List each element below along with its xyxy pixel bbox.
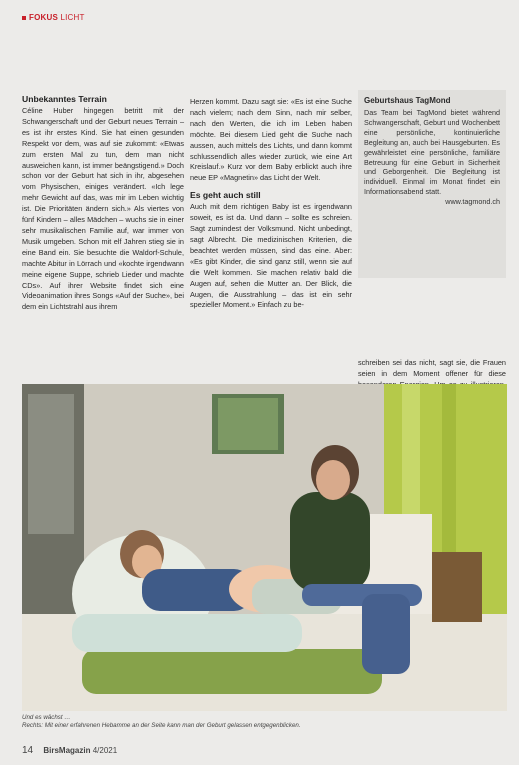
caption-title: Und es wächst … — [22, 714, 71, 721]
magazine-name: BirsMagazin — [43, 746, 91, 755]
body-text: Céline Huber hingegen betritt mit der Schwangerschaft und der Geburt neues Terrain – es ist ihr erstes Kind. Sie hat einen gesunden Respekt vor dem, was auf sie zukommt: «Etwas zum ersten Mal zu tun, dem man nicht ausweichen kann, ist immer beängstigend.» Doch schon vor der Geburt hat sich in ihr, abgesehen vom Physischen, einiges verändert. «Ich lege mehr Gewicht auf das, was mir im Leben wichtig ist. Die Prioritäten ändern sich.» Als viertes von fünf Kindern – alles Mädchen – wuchs sie in einer sehr musikalischen Familie auf, war immer von Musik umgeben. Schon mit elf Jahren stieg sie in eine Band ein. Sie besuchte die Waldorf-Schule, machte Abitur in Lörrach und «kochte irgendwann meine eigene Suppe, schrieb Lieder und machte CDs». Auf ihrer Website findet sich eine Videoanimation ihres Songs «Auf der Suche», bei dem ein Lichtstrahl aus ihrem — [22, 106, 184, 312]
info-box-title: Geburtshaus TagMond — [364, 96, 451, 105]
section-marker-icon — [22, 16, 26, 20]
photo-caption — [22, 714, 507, 731]
issue-number: 4/2021 — [92, 746, 118, 755]
caption-text: Rechts: Mit einer erfahrenen Hebamme an der Seite kann man der Geburt gelassen entgegenblicken. — [22, 722, 301, 730]
subheading-es-geht-auch-still: Es geht auch still — [190, 190, 261, 201]
info-box-text: Das Team bei TagMond bietet während Schwangerschaft, Geburt und Wochenbett eine persönliche, kontinuierliche Begleitung an, auch bei Hausgeburten. Es gewährleistet eine persönliche, familiäre Betreuung für eine Geburt in Sicherheit und Geborgenheit. Die Begleitung ist individuell. Einmal im Monat findet ein Informationsabend statt. — [364, 108, 500, 197]
info-box-link[interactable]: www.tagmond.ch — [445, 197, 500, 207]
body-text-content: schreiben sei das nicht, sagt sie, die Frauen seien in dem Moment offener für diese — [358, 358, 506, 378]
article-column-2 — [190, 97, 352, 311]
body-text: Herzen kommt. Dazu sagt sie: «Es ist eine Suche nach vielem; nach dem Sinn, nach mir selber, nach den Werten, die ich im Leben haben möchte. Bei diesem Lied geht die Suche nach aussen, auch mittels des Lichts, und dann kommt schlussendlich alles wieder zurück, wie eine Art Kreislauf.» Kurz vor dem Baby erblickt auch ihre neue EP «Magnetin» das Licht der Welt. — [190, 97, 352, 183]
subheading-unbekanntes-terrain: Unbekanntes Terrain — [22, 94, 107, 104]
article-column-1 — [22, 94, 184, 313]
section-label: FOKUS — [29, 13, 58, 22]
article-photo — [22, 384, 507, 711]
info-box — [358, 90, 506, 278]
page-number: 14 — [22, 745, 34, 756]
section-header — [22, 13, 85, 22]
body-text: Auch mit dem richtigen Baby ist es irgendwann soweit, es ist da. Und dann – sollte es schreien. Sagt zumindest der Volksmund. Nicht unbedingt, sagt Albrecht. Die medizinischen Kriterien, die beachtet werden müssen, sind das eine. Aber: «Es gibt Kinder, die sind ganz still, wenn sie auf die Welt kommen. Sie machen relativ bald die Augen auf, sehen die Mutter an. Der Blick, die Augen, die Ausstrahlung – das ist ein sehr spezieller Moment.» Einfach zu be- — [190, 202, 352, 310]
section-topic: LICHT — [60, 13, 85, 22]
page-footer — [22, 745, 117, 756]
midwife-examination-photo — [22, 384, 507, 711]
